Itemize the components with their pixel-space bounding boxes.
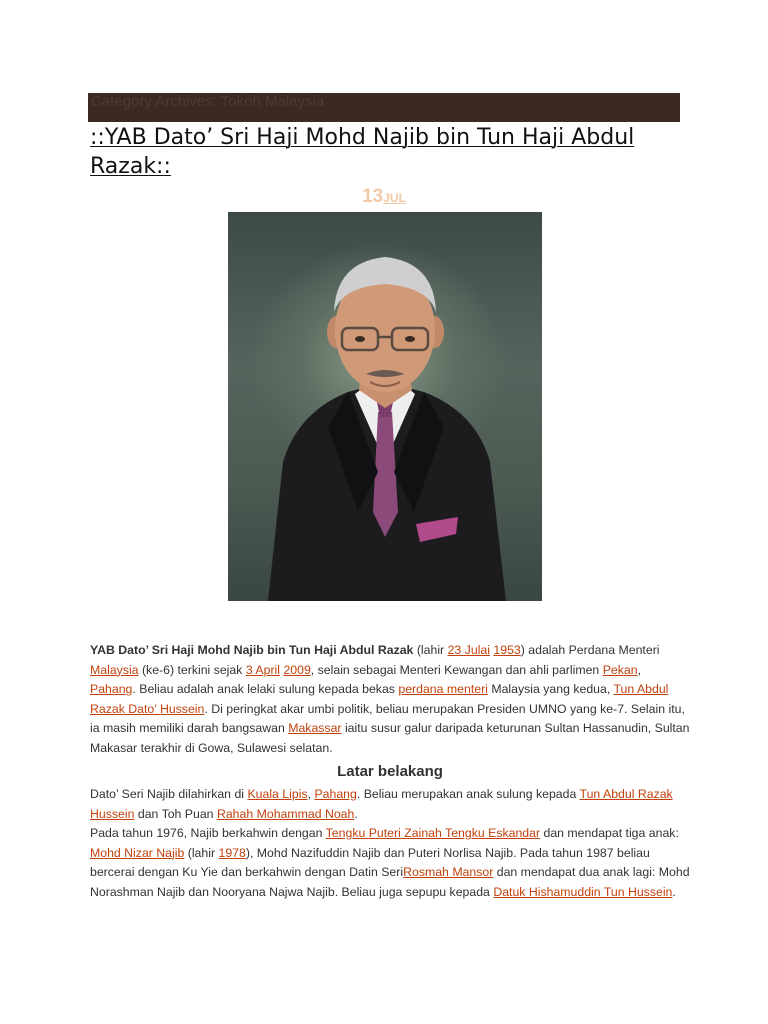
text: . Beliau merupakan anak sulung kepada [356,787,580,801]
text: Malaysia yang kedua, [487,682,614,696]
text: (lahir [413,643,448,657]
intro-paragraph [90,641,690,758]
link-23-julai[interactable]: 23 Julai [447,643,490,657]
text: ), Mohd Nazifuddin Najib dan Puteri Norlisa Najib. Pada tahun 1987 beliau bercerai dengan Ku Yie dan berkahwin dengan Datin Seri [90,845,650,879]
text: (lahir [184,845,219,860]
link-kuala-lipis[interactable]: Kuala Lipis [247,787,308,801]
link-pahang-2[interactable]: Pahang [314,787,357,801]
text: ) adalah Perdana Menteri [520,643,660,657]
link-pekan[interactable]: Pekan [602,662,638,677]
link-1978[interactable]: 1978 [218,845,246,860]
link-1953[interactable]: 1953 [493,643,521,657]
post-date [0,186,768,208]
portrait-photo [228,212,542,601]
text: . [672,884,676,899]
text: . Di peringkat akar umbi politik, beliau merupakan Presiden UMNO yang ke-7. Selain itu, ia masih memiliki darah bangsawan [90,701,685,735]
text: , [307,787,315,801]
text: dan Toh Puan [134,806,217,821]
post-title-link[interactable]: ::YAB Dato’ Sri Haji Mohd Najib bin Tun Haji Abdul Razak:: [90,125,635,179]
link-malaysia[interactable]: Malaysia [90,662,139,677]
text: . Beliau adalah anak lelaki sulung kepada bekas [132,682,399,696]
date-day: 13 [362,186,384,207]
background-paragraph-2 [90,824,690,902]
link-makassar[interactable]: Makassar [288,721,342,735]
category-archive-bar [88,93,680,122]
section-heading: Latar belakang [337,763,443,780]
link-pahang[interactable]: Pahang [90,682,133,696]
link-rosmah-mansor[interactable]: Rosmah Mansor [403,865,494,879]
post-title[interactable] [90,123,690,181]
text: iaitu susur galur daripada keturunan Sultan Hassanudin, Sultan Makasar terakhir di Gowa, Sulawesi selatan. [90,721,690,755]
date-month[interactable]: JUL [383,191,406,205]
link-mohd-nizar-najib[interactable]: Mohd Nizar Najib [90,845,185,860]
text: . [354,806,358,821]
portrait-illustration [228,212,542,601]
text: dan mendapat tiga anak: [540,826,679,840]
link-2009[interactable]: 2009 [283,662,311,677]
link-rahah-mohammad-noah[interactable]: Rahah Mohammad Noah [216,806,355,821]
text: Pada tahun 1976, Najib berkahwin dengan [90,826,326,840]
text: Dato’ Seri Najib dilahirkan di [90,787,248,801]
link-tun-abdul-razak-dato-hussein[interactable]: Tun Abdul Razak Dato’ Hussein [90,682,669,716]
link-tengku-puteri-zainah[interactable]: Tengku Puteri Zainah Tengku Eskandar [325,826,541,840]
link-perdana-menteri[interactable]: perdana menteri [398,682,488,696]
subject-name: YAB Dato’ Sri Haji Mohd Najib bin Tun Haji Abdul Razak [90,643,414,657]
link-tun-abdul-razak-hussein[interactable]: Tun Abdul Razak Hussein [90,787,673,821]
category-archive-label: Category Archives: Tokoh Malaysia [91,93,325,110]
text: dan mendapat dua anak lagi: Mohd Norashman Najib dan Nooryana Najwa Najib. Beliau juga sepupu kepada [90,865,690,899]
link-3-april[interactable]: 3 April [245,662,281,677]
article-body [90,641,690,902]
link-datuk-hishamuddin[interactable]: Datuk Hishamuddin Tun Hussein [493,884,673,899]
text: , [637,662,641,677]
text: , selain sebagai Menteri Kewangan dan ahli parlimen [310,662,603,677]
text: (ke-6) terkini sejak [138,662,246,677]
background-paragraph-1 [90,785,690,824]
